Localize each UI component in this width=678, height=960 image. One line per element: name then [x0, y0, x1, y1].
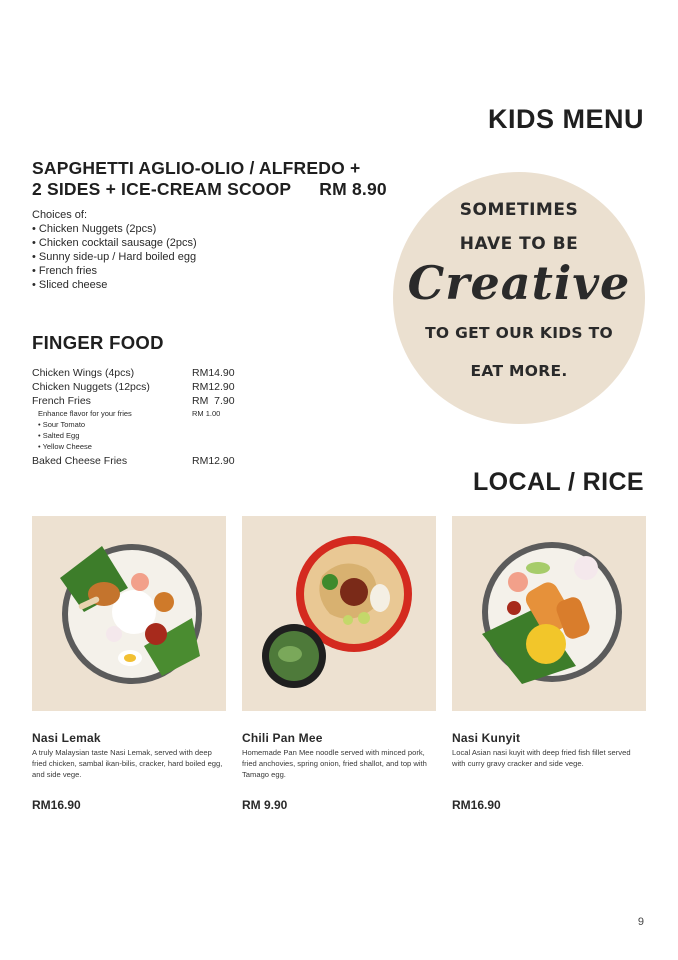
pasta-price: RM 8.90	[319, 179, 387, 199]
dish-card-nasi-kunyit	[452, 516, 646, 812]
dish-photo-nasi-kunyit	[452, 516, 646, 711]
enhance-flavor-row	[32, 408, 252, 419]
enhance-flavor-price: RM 1.00	[192, 409, 221, 418]
choice-item: • Sliced cheese	[32, 278, 412, 292]
dish-card-chili-pan-mee	[242, 516, 436, 812]
nasi-lemak-plate-illustration	[32, 516, 226, 711]
finger-food-row	[32, 394, 252, 408]
dish-name: Chili Pan Mee	[242, 731, 323, 745]
choices-list	[32, 208, 412, 292]
finger-food-row	[32, 380, 252, 394]
dish-description: A truly Malaysian taste Nasi Lemak, served with deep fried chicken, sambal ikan-bilis, cracker, hard boiled egg, and side vege.	[32, 748, 223, 779]
dish-photo-nasi-lemak	[32, 516, 226, 711]
dish-name: Nasi Kunyit	[452, 731, 521, 745]
dish-name: Nasi Lemak	[32, 731, 101, 745]
chili-pan-mee-bowl-illustration	[242, 516, 436, 711]
local-rice-title: LOCAL / RICE	[472, 468, 644, 496]
finger-food-title: FINGER FOOD	[32, 332, 164, 353]
pasta-name-line1: SAPGHETTI AGLIO-OLIO / ALFREDO +	[32, 158, 361, 178]
finger-food-price: RM12.90	[192, 381, 235, 393]
dish-price: RM16.90	[452, 798, 501, 812]
promo-script-word: Creative	[407, 256, 631, 310]
finger-food-row	[32, 366, 252, 380]
finger-food-name: Chicken Nuggets (12pcs)	[32, 381, 150, 393]
dish-description: Local Asian nasi kuyit with deep fried fish fillet served with curry gravy cracker and side vege.	[452, 748, 631, 768]
dish-price: RM16.90	[32, 798, 81, 812]
dish-card-nasi-lemak	[32, 516, 226, 812]
finger-food-section	[32, 332, 252, 468]
finger-food-name: French Fries	[32, 395, 91, 407]
enhance-flavor-label: Enhance flavor for your fries	[38, 409, 132, 418]
dish-description: Homemade Pan Mee noodle served with minced pork, fried anchovies, spring onion, fried shallot, and top with Tamago egg.	[242, 748, 427, 779]
finger-food-price: RM 7.90	[192, 395, 235, 407]
choice-item: • Chicken cocktail sausage (2pcs)	[32, 236, 412, 250]
pasta-name-line2-text: 2 SIDES + ICE-CREAM SCOOP	[32, 179, 292, 199]
choices-label: Choices of:	[32, 209, 88, 221]
promo-circle	[393, 172, 645, 424]
page-number: 9	[637, 916, 644, 928]
flavor-option: • Salted Egg	[38, 431, 80, 440]
finger-food-price: RM14.90	[192, 367, 235, 379]
finger-food-name: Chicken Wings (4pcs)	[32, 367, 135, 379]
pasta-name-line2	[32, 179, 412, 200]
dish-price: RM 9.90	[242, 798, 288, 812]
kids-menu-title: KIDS MENU	[487, 104, 644, 134]
choice-item: • Sunny side-up / Hard boiled egg	[32, 250, 412, 264]
finger-food-price: RM12.90	[192, 455, 235, 467]
choice-item: • French fries	[32, 264, 412, 278]
promo-line-2: HAVE TO BE	[459, 234, 579, 254]
finger-food-name: Baked Cheese Fries	[32, 455, 128, 467]
promo-line-4: EAT MORE.	[470, 362, 568, 380]
finger-food-row	[32, 454, 252, 468]
choice-item: • Chicken Nuggets (2pcs)	[32, 222, 412, 236]
nasi-kunyit-plate-illustration	[452, 516, 646, 711]
dish-photo-chili-pan-mee	[242, 516, 436, 711]
flavor-option: • Yellow Cheese	[38, 442, 92, 451]
promo-line-1: SOMETIMES	[459, 200, 579, 220]
flavor-option: • Sour Tomato	[38, 420, 86, 429]
promo-line-3: TO GET OUR KIDS TO	[425, 324, 613, 342]
kids-pasta-item	[32, 158, 412, 292]
